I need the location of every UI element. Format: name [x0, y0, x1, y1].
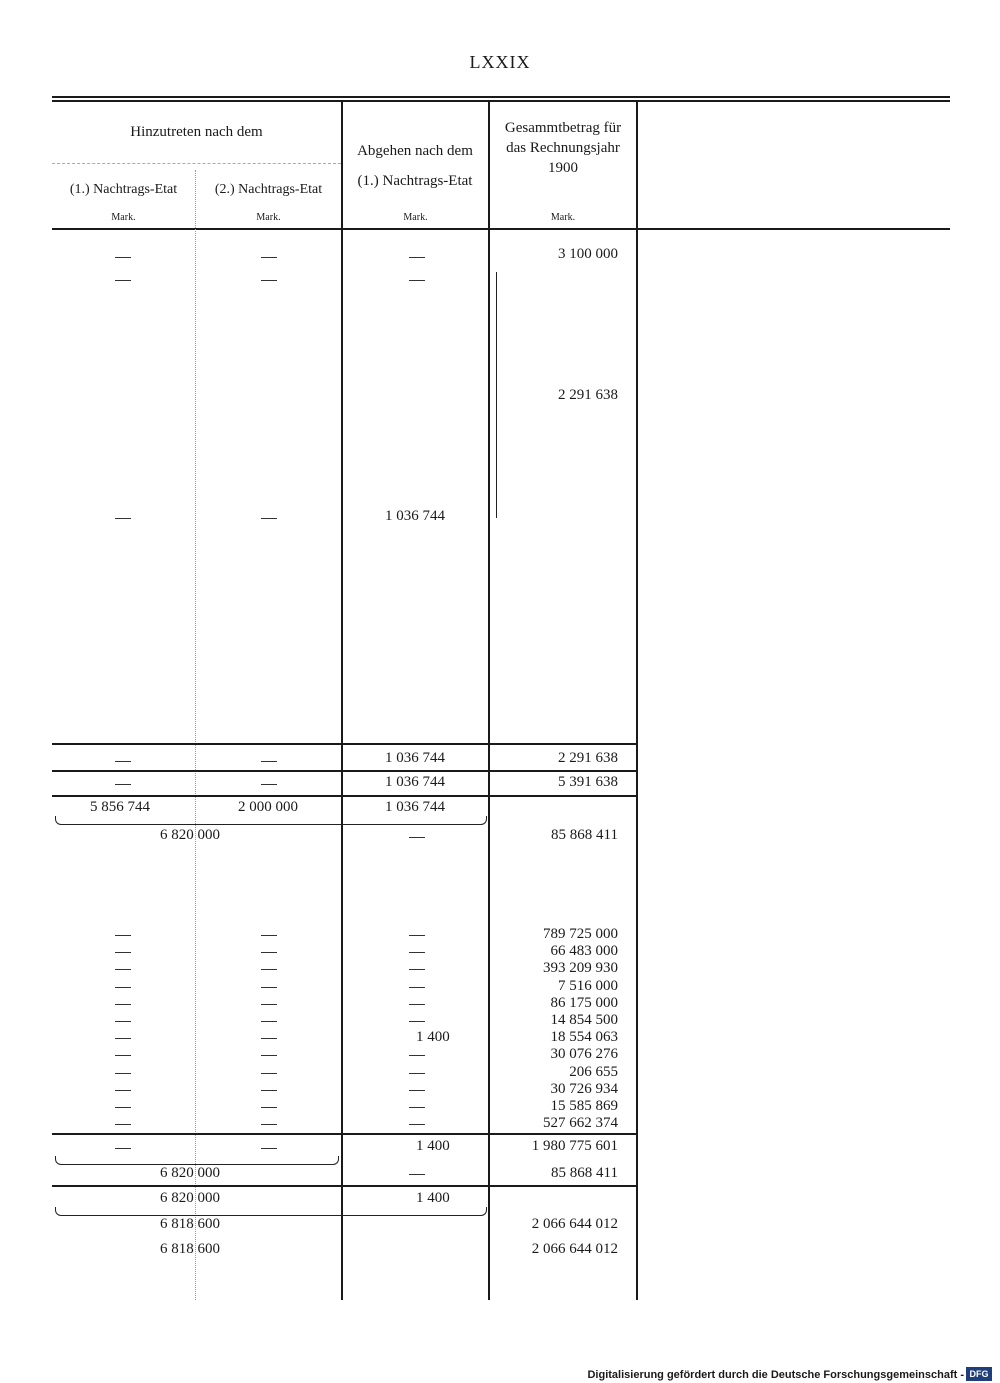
- dash: [115, 952, 131, 953]
- abgehen-value: 1 036 744: [385, 508, 445, 524]
- dash: [409, 1174, 425, 1175]
- summary-rule: [52, 795, 637, 797]
- dash: [409, 1107, 425, 1108]
- row-d-total: 85 868 411: [551, 827, 618, 843]
- row-f-combined: 6 820 000: [160, 1165, 220, 1181]
- bracket-total: 2 291 638: [558, 387, 618, 403]
- dash: [115, 761, 131, 762]
- header-col4: Gesammtbetrag für das Rechnungsjahr 1900: [504, 120, 622, 176]
- section2-total: 30 076 276: [550, 1046, 618, 1063]
- dash: [115, 987, 131, 988]
- first-total: 3 100 000: [558, 246, 618, 262]
- dash: [261, 987, 277, 988]
- summary-rule: [52, 743, 637, 745]
- row-d-combined: 6 820 000: [160, 827, 220, 843]
- column-line-4: [488, 102, 490, 1300]
- dash: [409, 935, 425, 936]
- dash: [115, 518, 131, 519]
- row-h-combined: 6 818 600: [160, 1216, 220, 1232]
- dash: [115, 1124, 131, 1125]
- dash: [409, 987, 425, 988]
- row-c-abgehen: 1 036 744: [385, 799, 445, 815]
- dash: [261, 1148, 277, 1149]
- dash: [115, 784, 131, 785]
- row-b-total: 5 391 638: [558, 774, 618, 790]
- dash: [409, 280, 425, 281]
- row-f-total: 85 868 411: [551, 1165, 618, 1181]
- dash: [409, 837, 425, 838]
- footer-text: Digitalisierung gefördert durch die Deutsche Forschungsgemeinschaft -: [587, 1369, 964, 1381]
- dash: [409, 1090, 425, 1091]
- brace: [55, 1156, 339, 1165]
- dash: [261, 518, 277, 519]
- dash: [409, 1021, 425, 1022]
- dash: [115, 1004, 131, 1005]
- dash: [115, 257, 131, 258]
- dash: [261, 1038, 277, 1039]
- dash: [115, 1090, 131, 1091]
- dash: [409, 969, 425, 970]
- dash: [261, 784, 277, 785]
- dash: [261, 761, 277, 762]
- section2-total: 7 516 000: [558, 977, 618, 994]
- row-i-total: 2 066 644 012: [531, 1241, 618, 1257]
- section2-total: 18 554 063: [550, 1029, 618, 1046]
- dash: [261, 1124, 277, 1125]
- section2-total: 86 175 000: [550, 994, 618, 1011]
- row-c-col2: 2 000 000: [238, 799, 298, 815]
- dash: [261, 952, 277, 953]
- brace: [55, 1207, 487, 1216]
- section2-total: 393 209 930: [543, 960, 618, 977]
- column-line-3: [341, 102, 343, 1300]
- section2-total: 527 662 374: [543, 1115, 618, 1132]
- row-i-combined: 6 818 600: [160, 1241, 220, 1257]
- header-rule: [52, 228, 950, 230]
- row-a-abgehen: 1 036 744: [385, 750, 445, 766]
- column-line-dotted: [195, 170, 196, 1300]
- dash: [115, 969, 131, 970]
- final-rule: [52, 1185, 637, 1187]
- unit-col4: Mark.: [550, 212, 576, 223]
- dash: [261, 1107, 277, 1108]
- row-e-abgehen: 1 400: [416, 1138, 450, 1154]
- row-e-total: 1 980 775 601: [531, 1138, 618, 1154]
- dash: [115, 935, 131, 936]
- dash: [261, 1073, 277, 1074]
- dash: [261, 280, 277, 281]
- header-col2: (2.) Nachtrags-Etat: [214, 182, 323, 197]
- page-number: LXXIX: [469, 52, 531, 72]
- unit-col1: Mark.: [111, 212, 136, 223]
- unit-col2: Mark.: [256, 212, 281, 223]
- dash: [409, 257, 425, 258]
- row-g-abgehen: 1 400: [416, 1190, 450, 1206]
- dash: [409, 1124, 425, 1125]
- unit-col3: Mark.: [403, 212, 428, 223]
- brace: [55, 816, 487, 825]
- row-b-abgehen: 1 036 744: [385, 774, 445, 790]
- dfg-logo: DFG: [966, 1367, 992, 1381]
- dash: [409, 1073, 425, 1074]
- dash: [261, 1090, 277, 1091]
- dash: [115, 280, 131, 281]
- row-h-total: 2 066 644 012: [531, 1216, 618, 1232]
- dash: [115, 1055, 131, 1056]
- dash: [409, 1004, 425, 1005]
- section2-total: 206 655: [569, 1063, 618, 1080]
- header-col1: (1.) Nachtrags-Etat: [69, 182, 178, 197]
- top-rule: [52, 96, 950, 98]
- bracket: [492, 272, 497, 518]
- dash: [409, 1055, 425, 1056]
- row-c-col1: 5 856 744: [90, 799, 150, 815]
- dash: [115, 1073, 131, 1074]
- summary-rule: [52, 770, 637, 772]
- column-line-5: [636, 102, 638, 1300]
- dash: [115, 1021, 131, 1022]
- dash: [261, 1021, 277, 1022]
- section2-total: 15 585 869: [550, 1098, 618, 1114]
- final-rule: [52, 1133, 637, 1135]
- dash: [261, 257, 277, 258]
- section2-total: 14 854 500: [550, 1012, 618, 1028]
- header-col3: Abgehen nach dem (1.) Nachtrags-Etat: [357, 143, 473, 189]
- row-a-total: 2 291 638: [558, 750, 618, 766]
- dash: [261, 1055, 277, 1056]
- top-rule-2: [52, 100, 950, 102]
- section2-abgehen: 1 400: [416, 1029, 450, 1046]
- dash: [409, 952, 425, 953]
- section2-total: 30 726 934: [550, 1080, 618, 1097]
- dash: [261, 969, 277, 970]
- dash: [115, 1038, 131, 1039]
- row-g-combined: 6 820 000: [160, 1190, 220, 1206]
- header-group-hinzutreten: Hinzutreten nach dem: [130, 124, 263, 140]
- dash: [261, 935, 277, 936]
- dash: [115, 1148, 131, 1149]
- section2-total: 789 725 000: [543, 926, 618, 942]
- dash: [261, 1004, 277, 1005]
- header-group-divider: [52, 163, 341, 164]
- dash: [115, 1107, 131, 1108]
- section2-total: 66 483 000: [550, 943, 618, 960]
